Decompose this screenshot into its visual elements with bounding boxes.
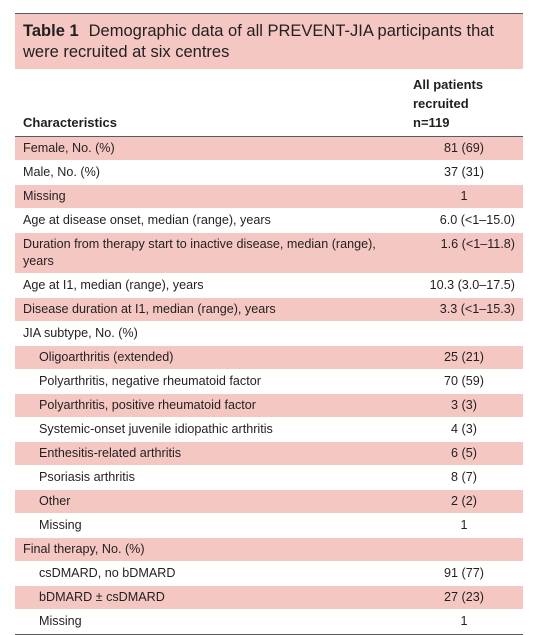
table-row [15,274,523,298]
table-row [15,137,523,161]
section-label: JIA subtype, No. (%) [23,326,138,340]
column-header-all-patients [413,75,515,132]
table-row-section [15,538,523,562]
section-label: Final therapy, No. (%) [23,542,145,556]
row-value: 1 [460,189,468,203]
column-header-line-3: n=119 [413,115,450,130]
table-row [15,394,523,418]
row-value: 6.0 (<1–15.0) [439,213,515,227]
table-number: Table 1 [23,22,79,40]
table-row [15,209,523,233]
table-row [15,514,523,538]
row-value: 3.3 (<1–15.3) [439,302,515,316]
table-row [15,610,523,634]
row-value: 1.6 (<1–11.8) [440,237,515,251]
table-row [15,418,523,442]
row-label: Enthesitis-related arthritis [39,446,182,460]
row-value: 27 (23) [444,590,484,604]
row-value: 81 (69) [444,141,484,155]
table-title: Demographic data of all PREVENT-JIA participants that were recruited at six centres [23,22,495,61]
row-label: Oligoarthritis (extended) [39,350,174,364]
row-label: Female, No. (%) [23,141,115,155]
row-label: Duration from therapy start to inactive disease, median (range), years [23,237,376,268]
row-label: Missing [39,518,82,532]
row-value: 70 (59) [444,374,484,388]
row-label: csDMARD, no bDMARD [39,566,176,580]
table-row [15,490,523,514]
column-header-characteristics: Characteristics [23,115,117,130]
row-label: Missing [23,189,66,203]
table-header [15,69,523,137]
row-label: Polyarthritis, positive rheumatoid factor [39,398,256,412]
row-label: Male, No. (%) [23,165,100,179]
column-header-line-2: recruited [413,96,469,111]
row-label: Missing [39,614,82,628]
row-value: 8 (7) [451,470,477,484]
row-label: Psoriasis arthritis [39,470,135,484]
table-row [15,442,523,466]
table-row [15,370,523,394]
row-label: Disease duration at I1, median (range), years [23,302,276,316]
table-row [15,346,523,370]
row-value: 91 (77) [444,566,484,580]
table-row [15,586,523,610]
row-label: Systemic-onset juvenile idiopathic arthritis [39,422,273,436]
table-row [15,298,523,322]
row-value: 25 (21) [444,350,484,364]
row-label: bDMARD ± csDMARD [39,590,165,604]
table-row [15,233,523,274]
row-value: 10.3 (3.0–17.5) [429,278,515,292]
demographics-table [15,13,523,635]
row-label: Age at disease onset, median (range), years [23,213,271,227]
table-row-section [15,322,523,346]
row-label: Age at I1, median (range), years [23,278,204,292]
table-row [15,161,523,185]
row-value: 1 [460,614,468,628]
row-label: Polyarthritis, negative rheumatoid factor [39,374,261,388]
row-label: Other [39,494,71,508]
row-value: 1 [460,518,468,532]
row-value: 37 (31) [444,165,484,179]
table-title-bar [15,13,523,69]
table-row [15,185,523,209]
table-row [15,466,523,490]
row-value: 3 (3) [451,398,477,412]
row-value: 2 (2) [451,494,477,508]
table-row [15,562,523,586]
column-header-line-1: All patients [413,77,484,92]
row-value: 4 (3) [451,422,477,436]
row-value: 6 (5) [451,446,477,460]
